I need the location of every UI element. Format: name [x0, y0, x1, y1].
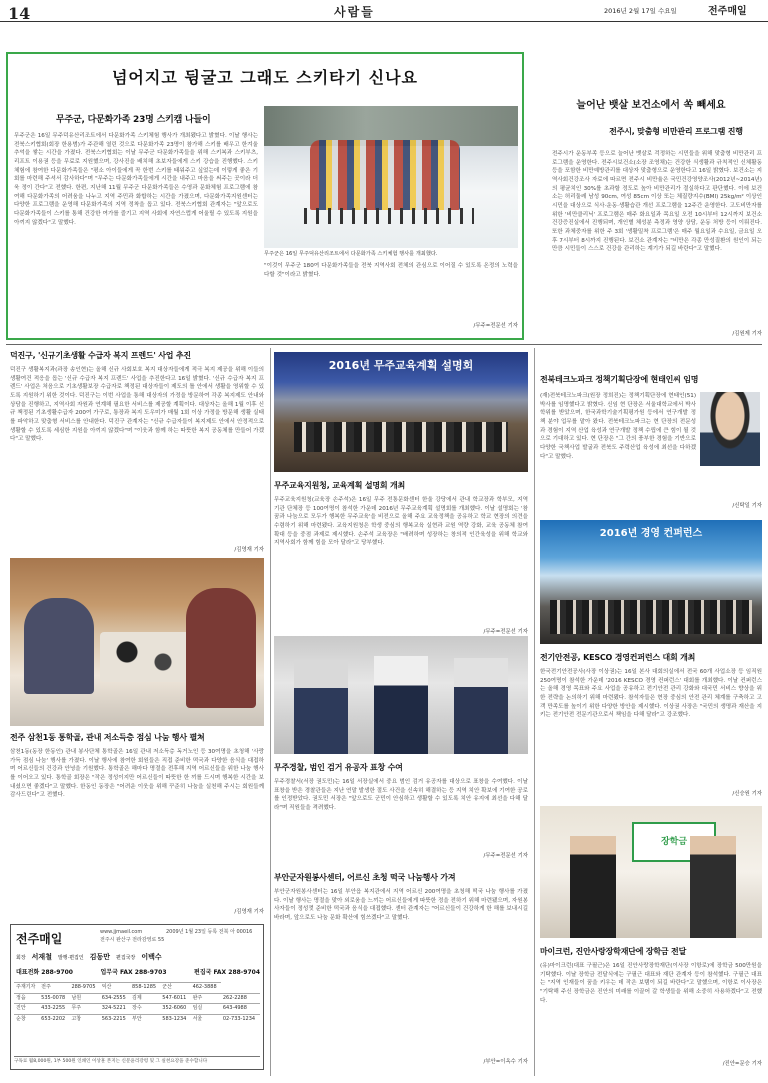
police-headline: 무주경찰, 범인 검거 유공자 표창 수여: [274, 763, 403, 772]
column-divider: [270, 348, 271, 1076]
edu-briefing-photo: [274, 352, 528, 472]
buan-byline: /부안=이옥수 기자: [483, 1059, 528, 1065]
section-title: 사람들: [334, 5, 375, 19]
micron-scholarship-photo: [540, 806, 762, 938]
buan-headline: 부안군자원봉사센터, 어르신 초청 떡국 나눔행사 가져: [274, 873, 456, 882]
column-divider: [534, 348, 535, 1076]
buan-body: 부안군자원봉사센터는 16일 부안읍 복지관에서 지역 어르신 200여명을 초청해 떡국 나눔 행사를 가졌다. 이날 행사는 명절을 맞아 외로움을 느끼는 어르신들에게 따뜻한 정을 전하기 위해 마련됐으며, 자원봉사자들이 정성껏 준비한 떡국과 음식을 대접했다. 센터 관계자는 "어르신들이 건강하게 한 해를 보내시길 바라며, 앞으로도 나눔 문화 확산에 힘쓰겠다"고 말했다.: [274, 889, 528, 921]
micron-byline: /진안=문승 기자: [722, 1061, 762, 1067]
right-top-body: 전주시가 운동부족 등으로 늘어난 뱃살로 걱정하는 시민들을 위해 맞춤형 비만관리 프로그램을 운영한다. 전주시보건소(소장 조영채)는 건강한 식생활과 규칙적인 신체활동 등을 포함한 비만예방관리를 대상자 맞춤형으로 운영한다고 16일 밝혔다. 보건소는 지역사회건강조사 자료에 따르면 전주시 비만율은 국민건강영양조사(2012년~2014년)의 평균치인 30%를 초과할 정도로 높아 비만관리가 절실하다고 판단했다. 이에 보건소는 허리둘레 남성 90cm, 여성 85cm 이상 또는 체질량지수(BMI) 25kg/m² 이상인 시민을 대상으로 식사·운동·생활습관 개선 프로그램을 12주간 운영한다. 고도비만자를 위한 '비만클리닉' 프로그램은 매주 화요일과 목요일 오전 10시부터 12시까지 보건소 건강증진실에서 진행되며, 개인별 체성분 측정과 영양 상담, 운동 처방 등이 이뤄진다. 또한 과체중자를 위한 주 3회 '생활밀착 프로그램'은 매주 월요일과 수요일, 금요일 오후 7시부터 8시까지 진행된다. 보건소 관계자는 "비만은 각종 만성질환의 원인이 되는 만큼 시민들이 스스로 건강을 관리하는 계기가 되길 바란다"고 말했다.: [552, 151, 762, 253]
police-body: 무주경찰서(서장 권도민)는 16일 서장실에서 중요 범인 검거 유공자를 대상으로 표창을 수여했다. 이날 표창을 받은 경찰관들은 지난 연말 발생한 절도 사건을 신속히 해결하는 등 지역 치안 확보에 기여한 공로를 인정받았다. 권도민 서장은 "앞으로도 군민이 안심하고 생활할 수 있도록 치안 유지에 최선을 다해 달라"며 직원들을 격려했다.: [274, 779, 528, 811]
lead-body: 무주군은 16일 무주덕유산리조트에서 다문화가족 스키체험 행사가 개최됐다고 밝혔다. 이날 행사는 전북스키협회(회장 한용범)가 주관해 열린 것으로 다문화가족 23명이 참가해 스키를 배우고 한겨울 추억을 쌓는 시간을 가졌다. 전북스키협회는 이날 무주군 다문화가족들을 위해 스키복과 스키부츠, 리프트 이용권 등을 무료로 지원했으며, 강사진을 배치해 초보자들에게 스키 강습을 진행했다. 스키체험에 참여한 다문화가족들은 "평소 아이들에게 꼭 한번 스키를 태워주고 싶었는데 이렇게 좋은 기회를 마련해 주셔서 감사하다"며 "무주는 다문화가족들에게 시간을 내주고 마음을 써주는 곳이라 더욱 정이 간다"고 전했다. 한편, 지난해 11월 무주군 다문화가족들은 수영과 문화체험 프로그램에 참여해 다문화가족의 어려움을 나누고 지역 주민과 화합하는 시간을 가졌으며, 다문화가족지원센터는 다양한 프로그램을 운영해 다문화가족의 지역 정착을 돕고 있다. 전북스키협회 관계자는 "앞으로도 다문화가족들이 스키를 통해 건강한 여가를 즐기고 지역 사회에 자연스럽게 어울릴 수 있도록 지원을 아끼지 않겠다"고 말했다.: [14, 133, 258, 226]
hyun-taein-portrait: [700, 392, 760, 466]
divider: [6, 344, 762, 345]
samcheon-headline: 전주 삼천1동 통학골, 관내 저소득층 점심 나눔 행사 펼쳐: [10, 733, 205, 742]
masthead-people: 회장 서재철 발행·편집인 김동만 편집국장 이백수: [16, 953, 162, 961]
right-top-subhead: 전주시, 맞춤형 비만관리 프로그램 진행: [609, 127, 743, 136]
lead-body-continued: "이것이 무주군 180여 다문화가족들을 전북 지역사회 전체의 관심으로 이어질 수 있도록 온정의 노력을 다할 것"이라고 밝혔다.: [264, 263, 518, 278]
edu-body: 무주교육지원청(교육장 손주석)은 16일 무주 전통문화센터 한울 강당에서 관내 학교장과 학부모, 지역 기관 단체장 등 100여명이 참석한 가운데 2016년 무주교육계획 설명회를 개최했다. 이날 설명회는 '참꿈과 나눔으로 모두가 행복한 무주교육'을 비전으로 올해 주요 교육정책을 공유하고 학교 현장의 의견을 수렴하기 위해 마련됐다. 교육지원청은 학생 중심의 행복교육 실현과 교원 역량 강화, 교육 공동체 참여 확대 등을 중점 과제로 제시했다. 손주석 교육장은 "배려하며 성장하는 창의적 인간육성을 위해 학교와 지역사회가 함께 힘을 모아 달라"고 당부했다.: [274, 497, 528, 547]
jeonbuk-body: (재)전북테크노파크(원장 정희진)는 정책기획단장에 현태인(51) 박사를 임명했다고 밝혔다. 신임 현 단장은 서울대학교에서 박사학위를 받았으며, 한국과학기술기획평가원 등에서 연구개발 정책 분야 업무를 맡아 왔다. 전북테크노파크는 현 단장의 전문성과 경험이 지역 산업 육성과 연구개발 정책 수립에 큰 힘이 될 것으로 기대하고 있다. 현 단장은 "그 간의 풍부한 경험을 기반으로 다양한 국책사업 발굴과 전북도 주력산업 육성에 최선을 다하겠다"고 말했다.: [540, 393, 696, 460]
samcheon-body: 삼천1동(동장 한동인) 관내 봉사단체 통학골은 16일 관내 저소득층 독거노인 등 30여명을 초청해 '사랑 가득 점심 나눔' 행사를 가졌다. 이날 행사에 참여한 회원들은 직접 준비한 떡국과 다양한 음식을 대접하며 어르신들의 건강과 안녕을 기원했다. 통학골은 해마다 명절을 전후해 지역 어르신들을 위한 나눔 행사를 이어오고 있다. 통학골 회장은 "작은 정성이지만 어르신들이 따뜻한 한 끼를 드시며 행복한 시간을 보내셨으면 좋겠다"고 말했다. 한동인 동장은 "어려운 이웃을 위해 꾸준히 나눔을 실천해 주시는 회원들께 감사드린다"고 전했다.: [10, 749, 264, 799]
page-number: 14: [8, 4, 31, 23]
samcheon-byline: /김영재 기자: [234, 909, 264, 915]
right-top-byline: /김원제 기자: [732, 331, 762, 337]
kesco-body: 한국전기안전공사(사장 이상권)는 16일 본사 대회의실에서 전국 60개 사업소장 등 임직원 250여명이 참석한 가운데 '2016 KESCO 경영 컨퍼런스' 대회를 개최했다. 이날 컨퍼런스는 올해 경영 목표와 주요 사업을 공유하고 전기안전 관리 강화와 대국민 서비스 향상을 위한 전략을 논의하기 위해 마련됐다. 참석자들은 현장 중심의 안전 관리 체계를 구축하고 고객 만족도를 높이기 위한 다양한 방안을 제시했다. 이상권 사장은 "국민의 생명과 재산을 지키는 전기안전 전문기관으로서 책임을 다해 달라"고 강조했다.: [540, 669, 762, 719]
police-byline: /무주=전문선 기자: [483, 853, 528, 859]
ski-group-photo: [264, 106, 518, 248]
kesco-banner: 2016년 경영 컨퍼런스: [599, 528, 703, 539]
paper-name: 전주매일: [708, 6, 747, 17]
jeonbuk-headline: 전북테크노파크 정책기획단장에 현태인씨 임명: [540, 375, 699, 384]
micron-headline: 마이크런, 진안사랑장학재단에 장학금 전달: [540, 947, 687, 956]
issue-date: 2016년 2월 17일 수요일: [604, 7, 677, 15]
masthead-contacts: 대표전화 288-9700 업무국 FAX 288-9703 편집국 FAX 288-9704: [16, 969, 260, 976]
lead-headline: 넘어지고 뒹굴고 그래도 스키타기 신나요: [111, 68, 419, 87]
masthead-registration: 2009년 1월 23일 등록 전북 아 00016: [166, 929, 253, 935]
deokjin-headline: 덕진구, '신규기초생활 수급자 복지 프렌드' 사업 추진: [10, 351, 191, 360]
masthead-url: www.jjmaeil.com: [100, 929, 143, 935]
jeonbuk-byline: /신탁일 기자: [732, 503, 762, 509]
edu-headline: 무주교육지원청, 교육계획 설명회 개최: [274, 481, 406, 490]
check-text: 장학금: [660, 837, 688, 847]
lead-byline: /무주=전문선 기자: [473, 323, 518, 329]
police-award-photo: [274, 636, 528, 754]
edu-banner: 2016년 무주교육계획 설명회: [328, 359, 474, 372]
lead-photo-caption: 무주군은 16일 무주덕유산리조트에서 다문화가족 스키체험 행사를 개최했다.: [264, 251, 438, 257]
deokjin-byline: /김영재 기자: [234, 547, 264, 553]
right-top-headline: 늘어난 뱃살 보건소에서 쏙 빼세요: [576, 100, 726, 111]
kesco-byline: /신승원 기자: [732, 791, 762, 797]
masthead-directory: 주재기자 전주 288-9705 익산 858-1285 군산 462-3888 정읍 535-0078 남원 634-2555 김제 547-6011 완주 262-2288 진안 433-2255 무주 324-5221 장수 352-6060 임실 643-4988 순창 653-2202 고창 563-2215 부안 583-1234 서울 02-733-1234: [14, 982, 260, 1024]
deokjin-body: 덕진구 생활복지과(과장 송인현)는 올해 신규 사회보호 복지 대상자들에게 적극 복지 제공을 위해 이들의 생활여건 적응을 돕는 '신규 수급자 복지 프렌드' 사업을 추진한다고 16일 밝혔다. '신규 수급자 복지 프렌드' 사업은 처음으로 기초생활보장 수급자로 책정된 대상자들이 제도의 틀 안에서 생활을 영위할 수 있도록 지원하기 위한 것이다. 덕진구는 이번 사업을 통해 대상자의 가정을 방문하여 각종 복지제도 안내와 상담을 진행하고, 지역사회 자원과 연계해 필요한 서비스를 제공할 계획이다. 대상자는 올해 1월 이후 신규 책정된 기초생활수급자 200여 가구로, 통장과 복지 도우미가 매월 1회 이상 가정을 방문해 생활 실태를 파악하고 맞춤형 서비스를 안내한다. 덕진구 관계자는 "신규 수급자들이 복지제도 안에서 안정적으로 생활할 수 있도록 세심한 지원을 아끼지 않겠다"며 "이웃과 함께 하는 따뜻한 복지 공동체를 만들어 가겠다"고 말했다.: [10, 367, 264, 443]
masthead-footer: 구독료 월8,000원, 1부 500원 인쇄인 이상훈 본지는 신문윤리강령 및 그 실천요강을 준수합니다: [14, 1056, 260, 1066]
kesco-conference-photo: [540, 520, 762, 644]
masthead-address: 전주시 완산구 전라감영로 55: [100, 937, 165, 943]
micron-body: (유)마이크런(대표 구필근)은 16일 진안사랑장학재단(이사장 이항로)에 장학금 500만원을 기탁했다. 이날 장학금 전달식에는 구필근 대표와 재단 관계자 등이 참석했다. 구필근 대표는 "지역 인재들이 꿈을 키우는 데 작은 보탬이 되길 바란다"고 말했으며, 이항로 이사장은 "기탁해 주신 장학금은 진안의 미래를 이끌어 갈 학생들을 위해 소중히 사용하겠다"고 전했다.: [540, 963, 762, 1004]
kesco-headline: 전기안전공, KESCO 경영컨퍼런스 대회 개최: [540, 653, 696, 662]
masthead-logo: 전주매일: [16, 932, 63, 946]
samcheon-lunch-photo: [10, 558, 264, 726]
edu-byline: /무주=전문선 기자: [483, 629, 528, 635]
lead-subhead: 무주군, 다문화가족 23명 스키캠 나들이: [56, 115, 211, 125]
